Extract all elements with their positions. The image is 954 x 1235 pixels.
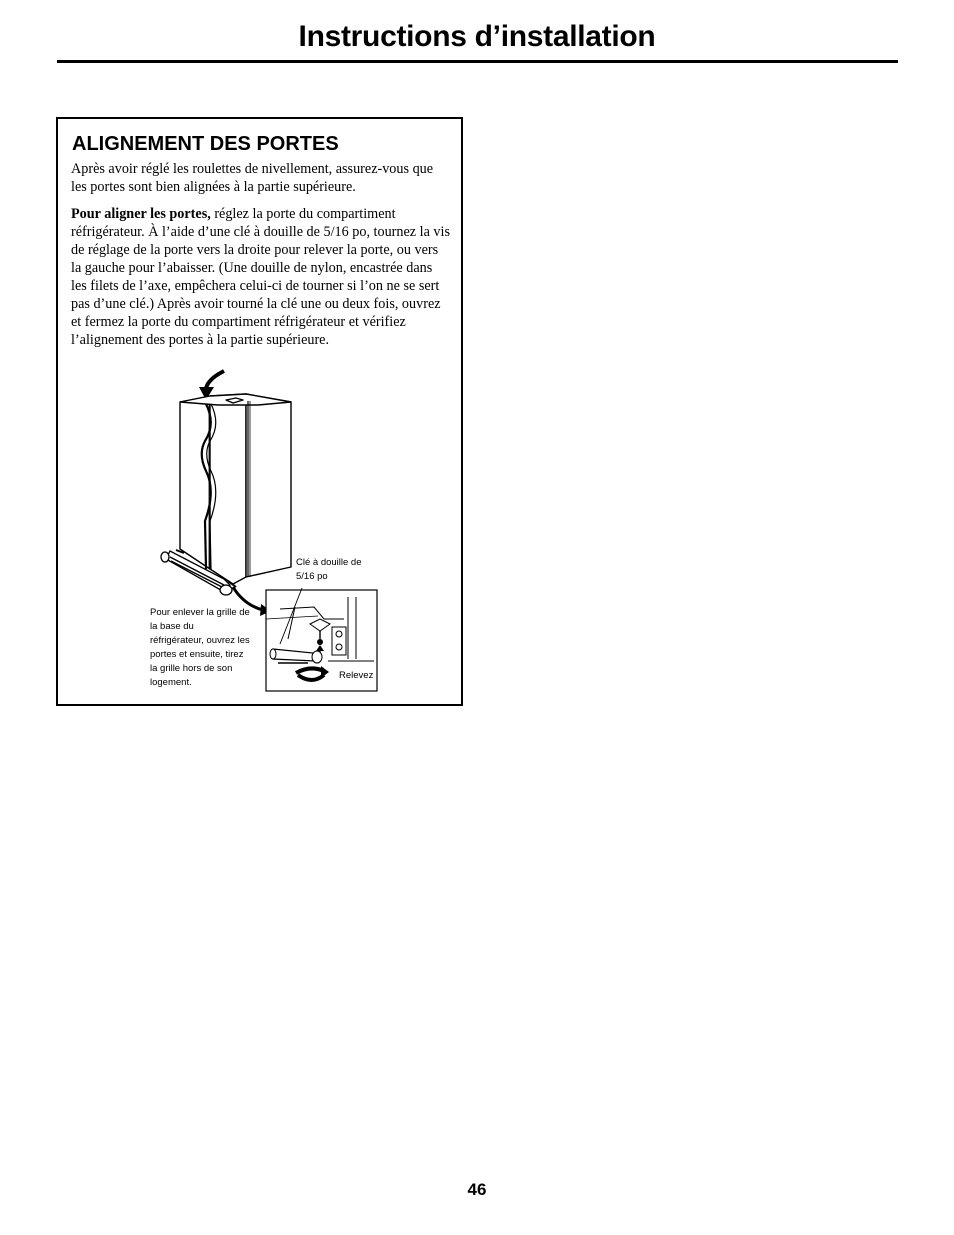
- instruction-lead: Pour aligner les portes,: [71, 206, 211, 222]
- door-alignment-panel: [56, 117, 463, 706]
- page-number: 46: [467, 1180, 487, 1199]
- refrigerator-icon: [180, 394, 291, 584]
- section-heading: ALIGNEMENT DES PORTES: [72, 133, 339, 155]
- intro-paragraph: Après avoir réglé les roulettes de nivellement, assurez-vous que les portes sont bien alignées à la partie supérieure.: [71, 161, 434, 195]
- refrigerator-illustration: [58, 119, 461, 704]
- page-title: Instructions d’installation: [298, 20, 656, 53]
- grille-caption: Pour enlever la grille de la base du réfrigérateur, ouvrez les portes et ensuite, tirez la grille hors de son logement.: [150, 607, 250, 688]
- raise-caption: Relevez: [339, 670, 374, 681]
- title-rule: [57, 60, 898, 63]
- instruction-body: réglez la porte du compartiment réfrigérateur. À l’aide d’une clé à douille de 5/16 po, tournez la vis de réglage de la porte vers la droite pour relever la porte, ou vers la gauche pour l’abaisser. (Une douille de nylon, encastrée dans les filets de l’axe, empêchera celui-ci de tourner si l’on ne se sert pas d’une clé.) Après avoir tourné la clé une ou deux fois, ouvrez et fermez la porte du compartiment réfrigérateur et vérifiez l’alignement des portes à la partie supérieure.: [71, 206, 450, 348]
- wrench-caption: Clé à douille de 5/16 po: [296, 557, 362, 582]
